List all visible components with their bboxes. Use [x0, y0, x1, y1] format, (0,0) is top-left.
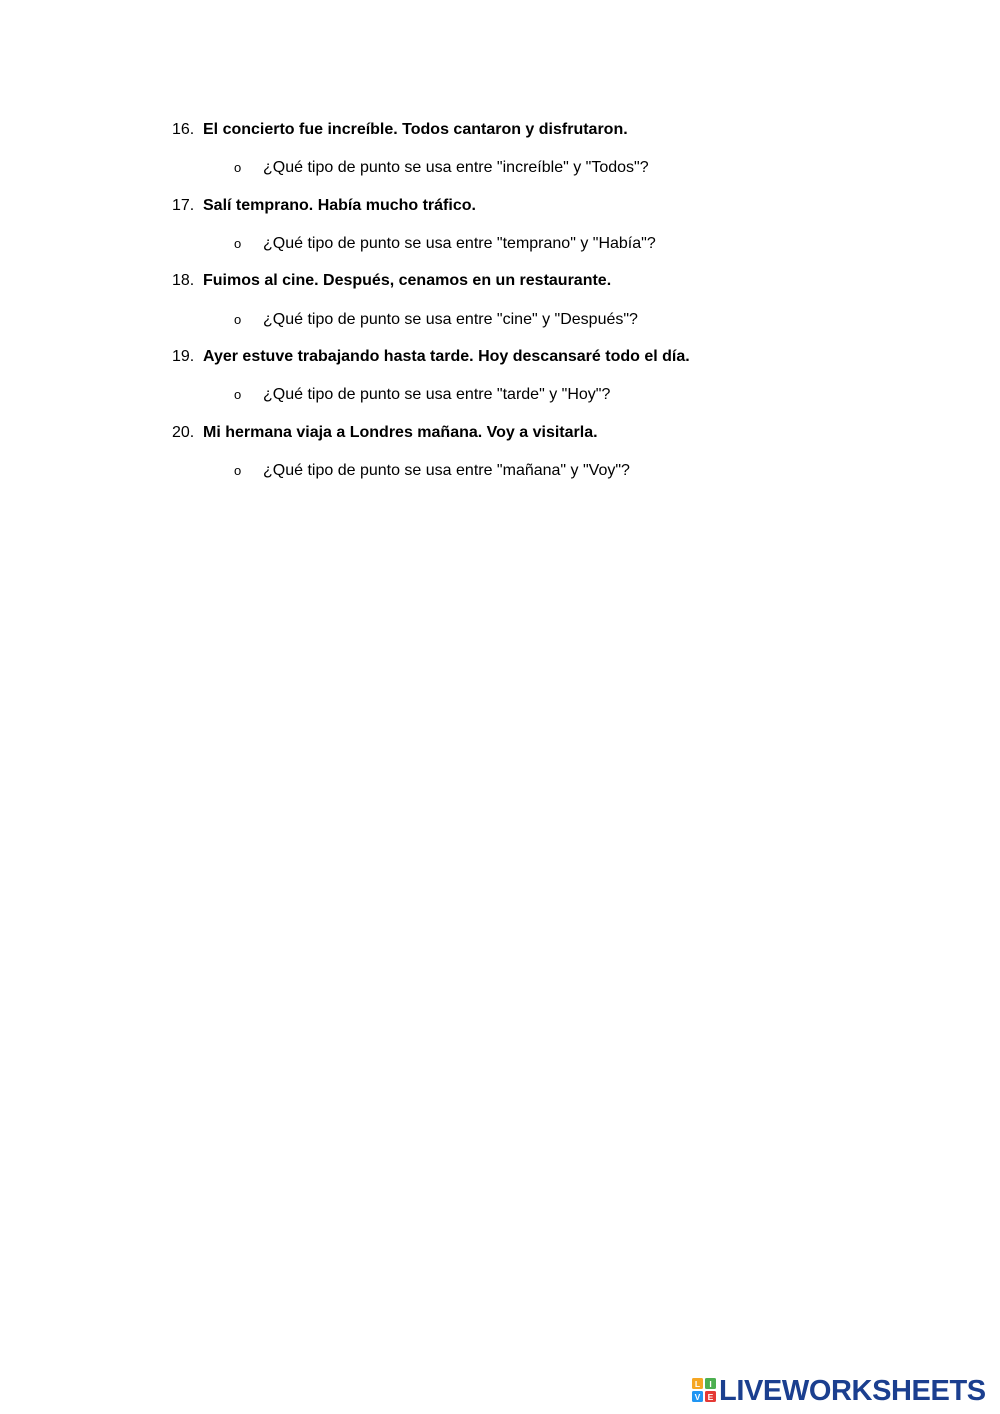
liveworksheets-logo	[692, 1374, 992, 1408]
question-number: 18.	[172, 272, 195, 289]
subquestion-19	[234, 382, 874, 408]
logo-mark-letter-v: V	[694, 1391, 701, 1402]
bullet-circle: o	[234, 160, 242, 175]
subquestion-text: ¿Qué tipo de punto se usa entre "mañana" y "Voy"?	[263, 462, 630, 479]
question-16	[172, 117, 872, 143]
question-19	[172, 344, 872, 370]
question-number: 16.	[172, 121, 195, 138]
subquestion-20	[234, 458, 874, 484]
logo-mark-letter-i: I	[709, 1378, 712, 1389]
question-18	[172, 268, 872, 294]
question-text: El concierto fue increíble. Todos cantaron y disfrutaron.	[203, 121, 628, 138]
bullet-circle: o	[234, 236, 242, 251]
bullet-circle: o	[234, 463, 242, 478]
bullet-circle: o	[234, 387, 242, 402]
question-text: Fuimos al cine. Después, cenamos en un restaurante.	[203, 272, 612, 289]
question-text: Salí temprano. Había mucho tráfico.	[203, 197, 476, 214]
subquestion-18	[234, 307, 874, 333]
liveworksheets-logo-icon	[692, 1378, 716, 1402]
question-number: 17.	[172, 197, 195, 214]
subquestion-text: ¿Qué tipo de punto se usa entre "temprano" y "Había"?	[263, 235, 656, 252]
logo-mark-letter-e: E	[707, 1391, 714, 1402]
question-text: Ayer estuve trabajando hasta tarde. Hoy descansaré todo el día.	[203, 348, 690, 365]
question-20	[172, 420, 872, 446]
logo-mark-letter-l: L	[694, 1378, 701, 1389]
question-number: 20.	[172, 424, 195, 441]
question-number: 19.	[172, 348, 195, 365]
question-17	[172, 193, 872, 219]
subquestion-16	[234, 155, 874, 181]
subquestion-text: ¿Qué tipo de punto se usa entre "increíble" y "Todos"?	[263, 159, 649, 176]
subquestion-text: ¿Qué tipo de punto se usa entre "cine" y "Después"?	[263, 311, 638, 328]
subquestion-text: ¿Qué tipo de punto se usa entre "tarde" y "Hoy"?	[263, 386, 611, 403]
question-text: Mi hermana viaja a Londres mañana. Voy a visitarla.	[203, 424, 598, 441]
subquestion-17	[234, 231, 874, 257]
logo-wordmark: LIVEWORKSHEETS	[719, 1375, 986, 1407]
bullet-circle: o	[234, 312, 242, 327]
